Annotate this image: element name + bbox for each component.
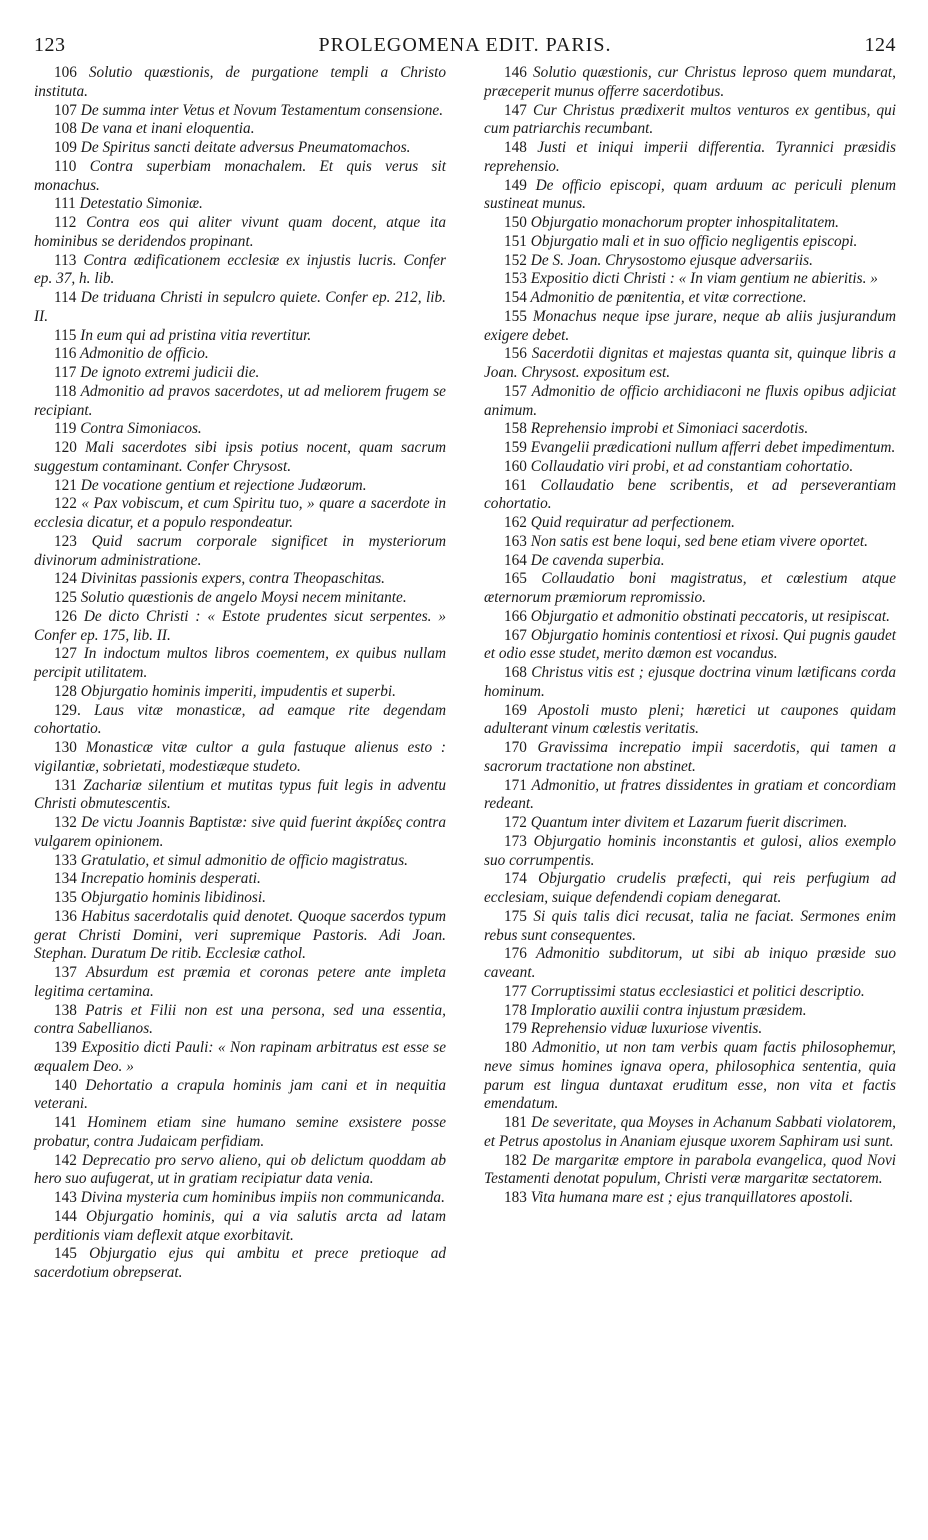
entry-text: De Spiritus sancti deitate adversus Pneumatomachos.	[80, 139, 411, 156]
entry-number: 114	[54, 289, 77, 306]
entry-text: De ignoto extremi judicii die.	[80, 364, 260, 381]
entry-number: 122	[54, 495, 77, 513]
entry-number: 158	[504, 420, 527, 438]
entry-number: 123	[54, 532, 77, 550]
entry-number: 182	[504, 1151, 527, 1169]
index-entry	[484, 139, 896, 177]
entry-number: 171	[504, 776, 527, 794]
index-entry	[484, 1152, 896, 1190]
entry-number: 172	[504, 814, 527, 831]
entry-text: Non satis est bene loqui, sed bene etiam vivere oportet.	[530, 532, 868, 550]
index-entry	[34, 570, 446, 589]
entry-text: Christus vitis est ; ejusque doctrina vinum lætificans corda hominum.	[484, 664, 896, 700]
entry-text: Expositio dicti Christi : « In viam gentium ne abieritis. »	[530, 270, 878, 288]
index-entry	[484, 702, 896, 740]
index-entry	[484, 833, 896, 871]
entry-text: De summa inter Vetus et Novum Testamentum consensione.	[80, 101, 444, 119]
entry-number: 147	[504, 101, 527, 119]
entry-number: 180	[504, 1039, 527, 1056]
entry-number: 166	[504, 607, 527, 625]
right-column	[484, 64, 896, 1208]
entry-text: Objurgatio hominis, qui a via salutis arcta ad latam perditionis viam deflexit atque exorbitavit.	[34, 1207, 446, 1244]
index-entry	[484, 289, 896, 308]
entry-text: Objurgatio hominis imperiti, impudentis et superbi.	[80, 682, 396, 700]
entry-text: Corruptissimi status ecclesiastici et politici descriptio.	[530, 982, 865, 1000]
entry-number: 152	[504, 251, 527, 269]
entry-text: Admonitio, ut non tam verbis quam factis philosophemur, neve simus homines ignava opera, philosophica sententia, quia parum est lingua duntaxat eruditum esse, non vita et factis emendatum.	[484, 1039, 896, 1113]
index-entry	[34, 1114, 446, 1152]
index-entry	[34, 327, 446, 346]
entry-text: Objurgatio ejus qui ambitu et prece pretioque ad sacerdotium obrepserat.	[34, 1245, 447, 1281]
index-entry	[34, 364, 446, 383]
entry-text: Objurgatio hominis contentiosi et rixosi. Qui pugnis gaudet et odio esse studet, merito dæmon est vocandus.	[484, 626, 896, 663]
entry-text: De triduana Christi in sepulcro quiete. Confer ep. 212, lib. II.	[34, 289, 446, 325]
entry-text: Gravissima increpatio impii sacerdotis, qui tamen a sacrorum tractatione non abstinet.	[484, 739, 896, 775]
entry-text: Increpatio hominis desperati.	[80, 870, 261, 888]
index-entry	[484, 983, 896, 1002]
entry-text: Justi et iniqui imperii differentia. Tyrannici præsidis reprehensio.	[484, 139, 896, 175]
entry-text: Reprehensio improbi et Simoniaci sacerdotis.	[530, 420, 809, 438]
entry-number: 125	[54, 589, 77, 606]
entry-number: 117	[54, 364, 77, 381]
entry-number: 151	[504, 232, 527, 250]
entry-text: Laus vitæ monasticæ, ad eamque rite degendam cohortatio.	[34, 701, 446, 738]
entry-number: 142	[54, 1151, 77, 1169]
index-entry	[34, 64, 446, 102]
entry-number: 106	[54, 64, 77, 81]
index-entry	[484, 477, 896, 515]
index-entry	[484, 552, 896, 571]
entry-number: 134	[54, 870, 77, 888]
entry-number: 115	[54, 326, 77, 344]
entry-text: Monasticæ vitæ cultor a gula fastuque alienus esto : vigilantiæ, sobrietati, modestiæque studeto.	[34, 739, 446, 775]
entry-number: 179	[504, 1020, 527, 1038]
index-entry	[34, 1039, 446, 1077]
entry-number: 148	[504, 139, 527, 156]
entry-text: Objurgatio crudelis præfecti, qui reis perfugium ad ecclesiam, suique defendendi copiam denegarat.	[484, 870, 896, 906]
entry-text: Monachus neque ipse jurare, neque ab aliis jusjurandum exigere debet.	[484, 307, 896, 344]
entry-number: 181	[504, 1114, 527, 1131]
entry-number: 119	[54, 420, 77, 438]
entry-number: 113	[54, 251, 77, 269]
entry-number: 162	[504, 514, 527, 531]
entry-number: 116	[54, 345, 77, 363]
entry-text: Objurgatio et admonitio obstinati peccatoris, ut resipiscat.	[530, 607, 890, 625]
entry-number: 154	[504, 289, 527, 306]
entry-number: 150	[504, 214, 527, 231]
entry-text: Collaudatio viri probi, et ad constantiam cohortatio.	[530, 457, 854, 475]
entry-text: Admonitio, ut fratres dissidentes in gratiam et concordiam redeant.	[484, 776, 896, 813]
index-entry	[34, 814, 446, 852]
index-entry	[484, 439, 896, 458]
index-entry	[484, 383, 896, 421]
entry-text: De margaritæ emptore in parabola evangelica, quod Novi Testamenti denotat populum, Christi veræ margaritæ sectatorem.	[484, 1151, 897, 1188]
entry-number: 159	[504, 439, 527, 456]
entry-text: Deprecatio pro servo alieno, qui ob delictum quoddam ab hero suo aufugerat, ut in gratiam recipiatur data venia.	[34, 1151, 447, 1188]
entry-text: De severitate, qua Moyses in Achanum Sabbati violatorem, et Petrus apostolus in Ananiam ejusque uxorem Saphiram usi sunt.	[484, 1114, 896, 1150]
index-entry	[34, 1152, 446, 1190]
entry-text: Contra ædificationem ecclesiæ ex injustis lucris. Confer ep. 37, h. lib.	[34, 251, 446, 288]
running-title: PROLEGOMENA EDIT. PARIS.	[318, 34, 612, 56]
entry-number: 164	[504, 551, 527, 569]
index-entry	[484, 1189, 896, 1208]
entry-text: Vita humana mare est ; ejus tranquillatores apostoli.	[530, 1189, 854, 1206]
entry-text: Reprehensio viduæ luxuriose viventis.	[530, 1020, 763, 1038]
entry-number: 118	[54, 382, 77, 400]
entry-text: De S. Joan. Chrysostomo ejusque adversariis.	[530, 251, 813, 269]
index-entry	[484, 1020, 896, 1039]
entry-text: Dehortatio a crapula hominis jam cani et in nequitia veterani.	[34, 1076, 446, 1113]
index-entry	[484, 345, 896, 383]
entry-text: Patris et Filii non est una persona, sed una essentia, contra Sabellianos.	[34, 1001, 446, 1038]
index-entry	[34, 420, 446, 439]
entry-number: 132	[54, 814, 77, 831]
entry-text: Sacerdotii dignitas et majestas quanta sit, quinque libris a Joan. Chrysost. expositum est.	[484, 345, 896, 381]
entry-number: 144	[54, 1207, 77, 1225]
entry-number: 145	[54, 1245, 77, 1263]
index-entry	[34, 645, 446, 683]
index-entry	[34, 870, 446, 889]
index-entry	[34, 889, 446, 908]
index-entry	[484, 1039, 896, 1114]
entry-number: 120	[54, 439, 77, 456]
index-entry	[484, 608, 896, 627]
entry-number: 155	[504, 307, 527, 325]
entry-text: Zachariæ silentium et mutitas typus fuit legis in adventu Christi obmutescentis.	[34, 776, 446, 813]
entry-number: 109	[54, 139, 77, 156]
entry-text: Apostoli musto pleni; hæretici ut caupones quidam adulterant vinum cœlestis veritatis.	[484, 701, 896, 738]
entry-number: 137	[54, 964, 77, 981]
entry-number: 110	[54, 157, 77, 175]
index-entry	[34, 702, 446, 740]
entry-number: 107	[54, 101, 77, 119]
index-entry	[484, 664, 896, 702]
index-entry	[34, 1208, 446, 1246]
entry-number: 149	[504, 176, 527, 194]
index-entry	[34, 214, 446, 252]
index-entry	[34, 289, 446, 327]
entry-text: Admonitio de pœnitentia, et vitæ correctione.	[530, 289, 807, 306]
index-entry	[34, 683, 446, 702]
index-entry	[484, 270, 896, 289]
index-entry	[484, 102, 896, 140]
index-entry	[34, 102, 446, 121]
entry-number: 168	[504, 664, 527, 681]
entry-number: 170	[504, 739, 527, 756]
entry-number: 141	[54, 1114, 77, 1131]
index-entry	[484, 308, 896, 346]
index-entry	[484, 64, 896, 102]
entry-text: Collaudatio bene scribentis, et ad perseverantiam cohortatio.	[484, 476, 896, 513]
entry-number: 165	[504, 570, 527, 588]
index-entry	[484, 533, 896, 552]
entry-number: 173	[504, 832, 527, 850]
entry-number: 146	[504, 64, 527, 81]
entry-text: Contra superbiam monachalem. Et quis verus sit monachus.	[34, 157, 446, 194]
entry-text: Evangelii prædicationi nullum afferri debet impedimentum.	[530, 439, 896, 456]
index-entry	[484, 214, 896, 233]
entry-text: « Pax vobiscum, et cum Spiritu tuo, » quare a sacerdote in ecclesia dicatur, et a populo respondeatur.	[34, 495, 446, 531]
entry-text: Admonitio de officio.	[79, 345, 209, 363]
index-entry	[34, 1002, 446, 1040]
entry-number: 131	[54, 776, 77, 794]
index-entry	[484, 233, 896, 252]
entry-text: In eum qui ad pristina vitia revertitur.	[80, 326, 312, 344]
index-entry	[34, 1245, 446, 1283]
entry-text: Admonitio de officio archidiaconi ne fluxis opibus adjiciat animum.	[484, 382, 896, 419]
index-entry	[34, 589, 446, 608]
entry-text: Detestatio Simoniæ.	[79, 195, 203, 213]
entry-text: Objurgatio mali et in suo officio negligentis episcopi.	[530, 232, 858, 250]
index-entry	[34, 345, 446, 364]
entry-number: 126	[54, 607, 77, 625]
entry-number: 157	[504, 382, 527, 400]
index-entry	[34, 533, 446, 571]
entry-text: Gratulatio, et simul admonitio de officio magistratus.	[80, 851, 408, 869]
index-entry	[34, 383, 446, 421]
index-entry	[34, 120, 446, 139]
index-entry	[484, 177, 896, 215]
index-entry	[34, 608, 446, 646]
entry-text: Mali sacerdotes sibi ipsis potius nocent, quam sacrum suggestum contaminant. Confer Chrysost.	[34, 439, 446, 475]
entry-text: In indoctum multos libros coementem, ex quibus nullam percipit utilitatem.	[34, 645, 446, 681]
page-header	[34, 34, 896, 58]
entry-number: 167	[504, 626, 527, 644]
entry-text: Expositio dicti Pauli: « Non rapinam arbitratus est esse se æqualem Deo. »	[34, 1039, 446, 1075]
index-entry	[34, 777, 446, 815]
index-entry	[484, 739, 896, 777]
entry-text: De vocatione gentium et rejectione Judæorum.	[80, 476, 367, 494]
entry-text: Quid requiratur ad perfectionem.	[530, 514, 735, 531]
entry-text: Admonitio ad pravos sacerdotes, ut ad meliorem frugem se recipiant.	[34, 382, 446, 419]
entry-number: 160	[504, 457, 527, 475]
entry-number: 136	[54, 907, 77, 925]
entry-text: De officio episcopi, quam arduum ac periculi plenum sustineat munus.	[484, 176, 896, 213]
index-entry	[484, 252, 896, 271]
index-entry	[34, 1077, 446, 1115]
index-entry	[34, 252, 446, 290]
entry-number: 143	[54, 1189, 77, 1206]
entry-text: Cur Christus prædixerit multos venturos ex gentibus, qui cum patriarchis recumbant.	[484, 101, 896, 138]
index-entry	[34, 158, 446, 196]
index-entry	[34, 908, 446, 964]
entry-text: Collaudatio boni magistratus, et cœlestium atque æternorum præmiorum repromissio.	[484, 570, 896, 606]
index-entry	[34, 495, 446, 533]
page-number-right: 124	[864, 34, 896, 56]
index-entry	[484, 870, 896, 908]
entry-number: 130	[54, 739, 77, 756]
entry-number: 111	[54, 195, 76, 213]
entry-number: 156	[504, 345, 527, 363]
entry-number: 174	[504, 870, 527, 888]
entry-number: 140	[54, 1076, 77, 1094]
entry-number: 108	[54, 120, 77, 138]
entry-text: De vana et inani eloquentia.	[80, 120, 255, 138]
entry-text: Imploratio auxilii contra injustum præsidem.	[530, 1001, 807, 1019]
entry-text: Solutio quæstionis, cur Christus leproso quem mundarat, præceperit munus offerre sacerdotibus.	[484, 64, 896, 100]
entry-number: 178	[504, 1001, 527, 1019]
entry-number: 121	[54, 476, 77, 494]
index-entry	[484, 1002, 896, 1021]
entry-number: 183	[504, 1189, 527, 1206]
entry-number: 163	[504, 532, 527, 550]
index-entry	[34, 1189, 446, 1208]
entry-number: 139	[54, 1039, 77, 1056]
index-entry	[484, 458, 896, 477]
entry-number: 161	[504, 476, 527, 494]
page-number-left: 123	[34, 34, 66, 56]
index-entry	[484, 420, 896, 439]
entry-text: Admonitio subditorum, ut sibi ab iniquo præside suo caveant.	[484, 945, 896, 981]
index-entry	[484, 945, 896, 983]
index-entry	[484, 627, 896, 665]
entry-text: Solutio quæstionis de angelo Moysi necem minitante.	[80, 589, 407, 606]
entry-number: 175	[504, 907, 527, 925]
entry-text: Objurgatio monachorum propter inhospitalitatem.	[530, 214, 839, 231]
entry-number: 169	[504, 701, 527, 719]
index-entry	[484, 570, 896, 608]
entry-number: 129.	[54, 701, 81, 719]
entry-text: De victu Joannis Baptistæ: sive quid fuerint ἀκρίδες contra vulgarem opinionem.	[34, 814, 446, 850]
index-entry	[484, 1114, 896, 1152]
entry-number: 176	[504, 945, 527, 963]
entry-text: Solutio quæstionis, de purgatione templi a Christo instituta.	[34, 64, 447, 100]
entry-number: 128	[54, 682, 77, 700]
entry-text: Quid sacrum corporale significet in mysteriorum divinorum administratione.	[34, 532, 447, 569]
index-entry	[484, 777, 896, 815]
index-entry	[34, 477, 446, 496]
entry-text: Objurgatio hominis libidinosi.	[80, 889, 266, 906]
entry-number: 127	[54, 645, 77, 663]
entry-text: Divinitas passionis expers, contra Theopaschitas.	[80, 570, 386, 588]
index-entry	[484, 908, 896, 946]
entry-number: 133	[54, 851, 77, 869]
entry-text: Quantum inter divitem et Lazarum fuerit discrimen.	[530, 814, 848, 831]
index-entry	[34, 195, 446, 214]
entry-text: Objurgatio hominis inconstantis et gulosi, alios exemplo suo corrumpentis.	[484, 832, 896, 869]
index-entry	[34, 139, 446, 158]
entry-number: 138	[54, 1001, 77, 1019]
entry-text: Si quis talis dici recusat, talia ne faciat. Sermones enim rebus sunt consequentes.	[484, 907, 896, 944]
entry-number: 124	[54, 570, 77, 588]
entry-text: Hominem etiam sine humano semine exsistere posse probatur, contra Judaicam perfidiam.	[34, 1114, 446, 1150]
index-entry	[484, 514, 896, 533]
entry-number: 112	[54, 214, 77, 231]
index-entry	[484, 814, 896, 833]
left-column	[34, 64, 446, 1283]
entry-text: Contra eos qui aliter vivunt quam docent, atque ita hominibus se deridendos propinant.	[34, 214, 447, 250]
entry-text: Divina mysteria cum hominibus impiis non communicanda.	[80, 1189, 445, 1206]
entry-text: Contra Simoniacos.	[80, 420, 202, 438]
entry-text: Absurdum est præmia et coronas petere ante impleta legitima certamina.	[34, 964, 446, 1000]
entry-number: 177	[504, 982, 527, 1000]
index-entry	[34, 739, 446, 777]
entry-text: De cavenda superbia.	[530, 551, 665, 569]
index-entry	[34, 439, 446, 477]
entry-text: De dicto Christi : « Estote prudentes sicut serpentes. » Confer ep. 175, lib. II.	[34, 607, 446, 644]
entry-number: 135	[54, 889, 77, 906]
entry-number: 153	[504, 270, 527, 288]
index-entry	[34, 964, 446, 1002]
entry-text: Habitus sacerdotalis quid denotet. Quoque sacerdos typum gerat Christi Domini, veri supremique Pastoris. Adi Joan. Stephan. Duratum De ritib. Ecclesiæ cathol.	[34, 907, 446, 963]
index-entry	[34, 852, 446, 871]
